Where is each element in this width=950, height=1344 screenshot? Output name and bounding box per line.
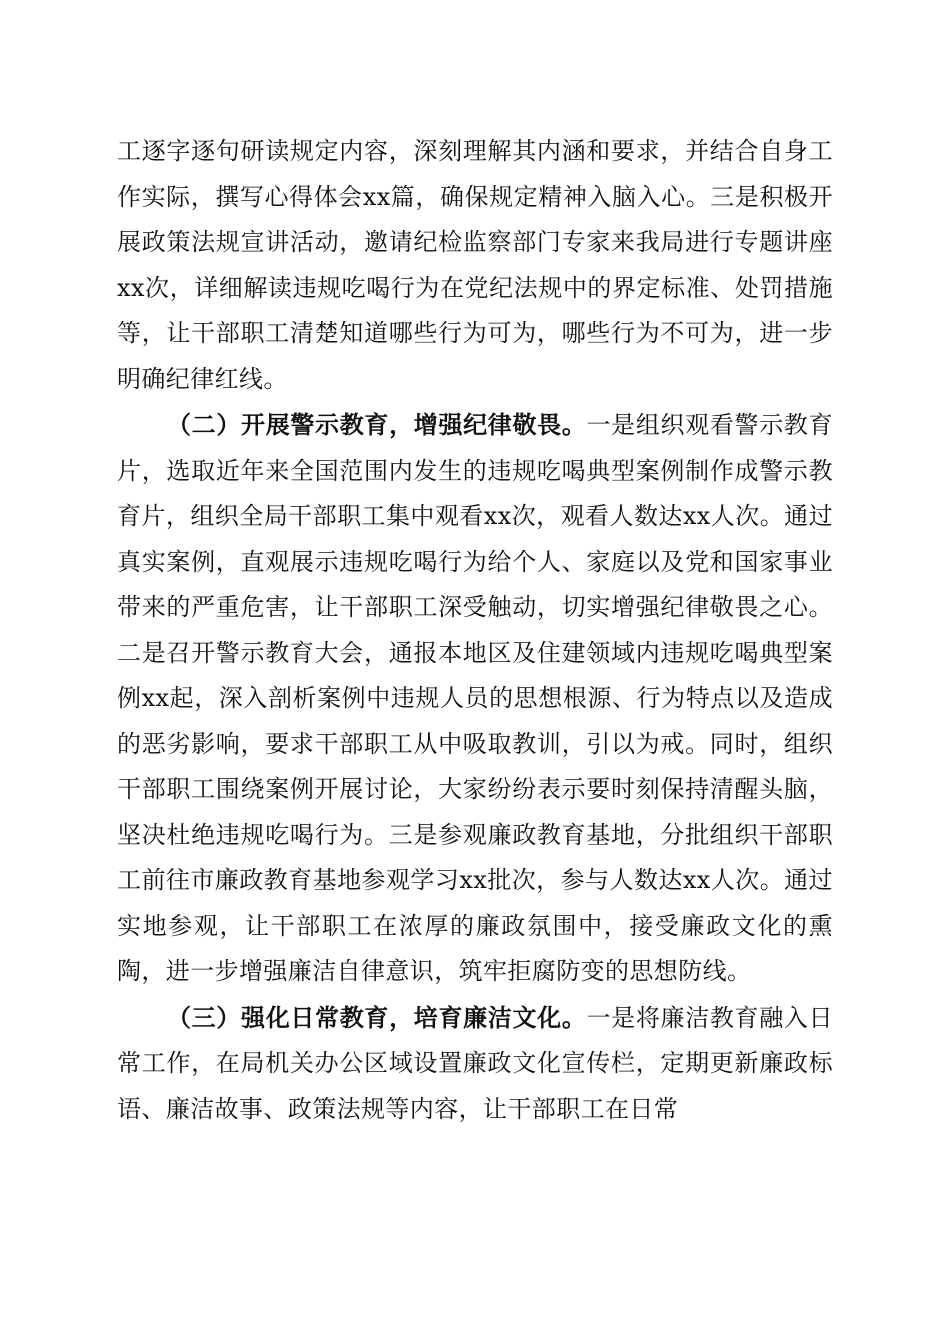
paragraph-continuation (117, 129, 833, 402)
paragraph-body: 一是将廉洁教育融入日常工作，在局机关办公区域设置廉政文化宣传栏，定期更新廉政标语、廉洁故事、政策法规等内容，让干部职工在日常 (117, 1003, 833, 1123)
paragraph-body: 工逐字逐句研读规定内容，深刻理解其内涵和要求，并结合自身工作实际，撰写心得体会xx篇，确保规定精神入脑入心。三是积极开展政策法规宣讲活动，邀请纪检监察部门专家来我局进行专题讲座xx次，详细解读违规吃喝行为在党纪法规中的界定标准、处罚措施等，让干部职工清楚知道哪些行为可为，哪些行为不可为，进一步明确纪律红线。 (117, 137, 833, 393)
section-heading: （三）强化日常教育，培育廉洁文化。 (167, 1002, 587, 1032)
paragraph-section-2 (117, 402, 833, 995)
paragraph-body: 一是组织观看警示教育片，选取近年来全国范围内发生的违规吃喝典型案例制作成警示教育片，组织全局干部职工集中观看xx次，观看人数达xx人次。通过真实案例，直观展示违规吃喝行为给个人、家庭以及党和国家事业带来的严重危害，让干部职工深受触动，切实增强纪律敬畏之心。二是召开警示教育大会，通报本地区及住建领域内违规吃喝典型案例xx起，深入剖析案例中违规人员的思想根源、行为特点以及造成的恶劣影响，要求干部职工从中吸取教训，引以为戒。同时，组织干部职工围绕案例开展讨论，大家纷纷表示要时刻保持清醒头脑，坚决杜绝违规吃喝行为。三是参观廉政教育基地，分批组织干部职工前往市廉政教育基地参观学习xx批次，参与人数达xx人次。通过实地参观，让干部职工在浓厚的廉政氛围中，接受廉政文化的熏陶，进一步增强廉洁自律意识，筑牢拒腐防变的思想防线。 (117, 411, 833, 985)
paragraph-section-3 (117, 995, 833, 1133)
document-page (117, 129, 833, 1132)
section-heading: （二）开展警示教育，增强纪律敬畏。 (167, 410, 587, 439)
